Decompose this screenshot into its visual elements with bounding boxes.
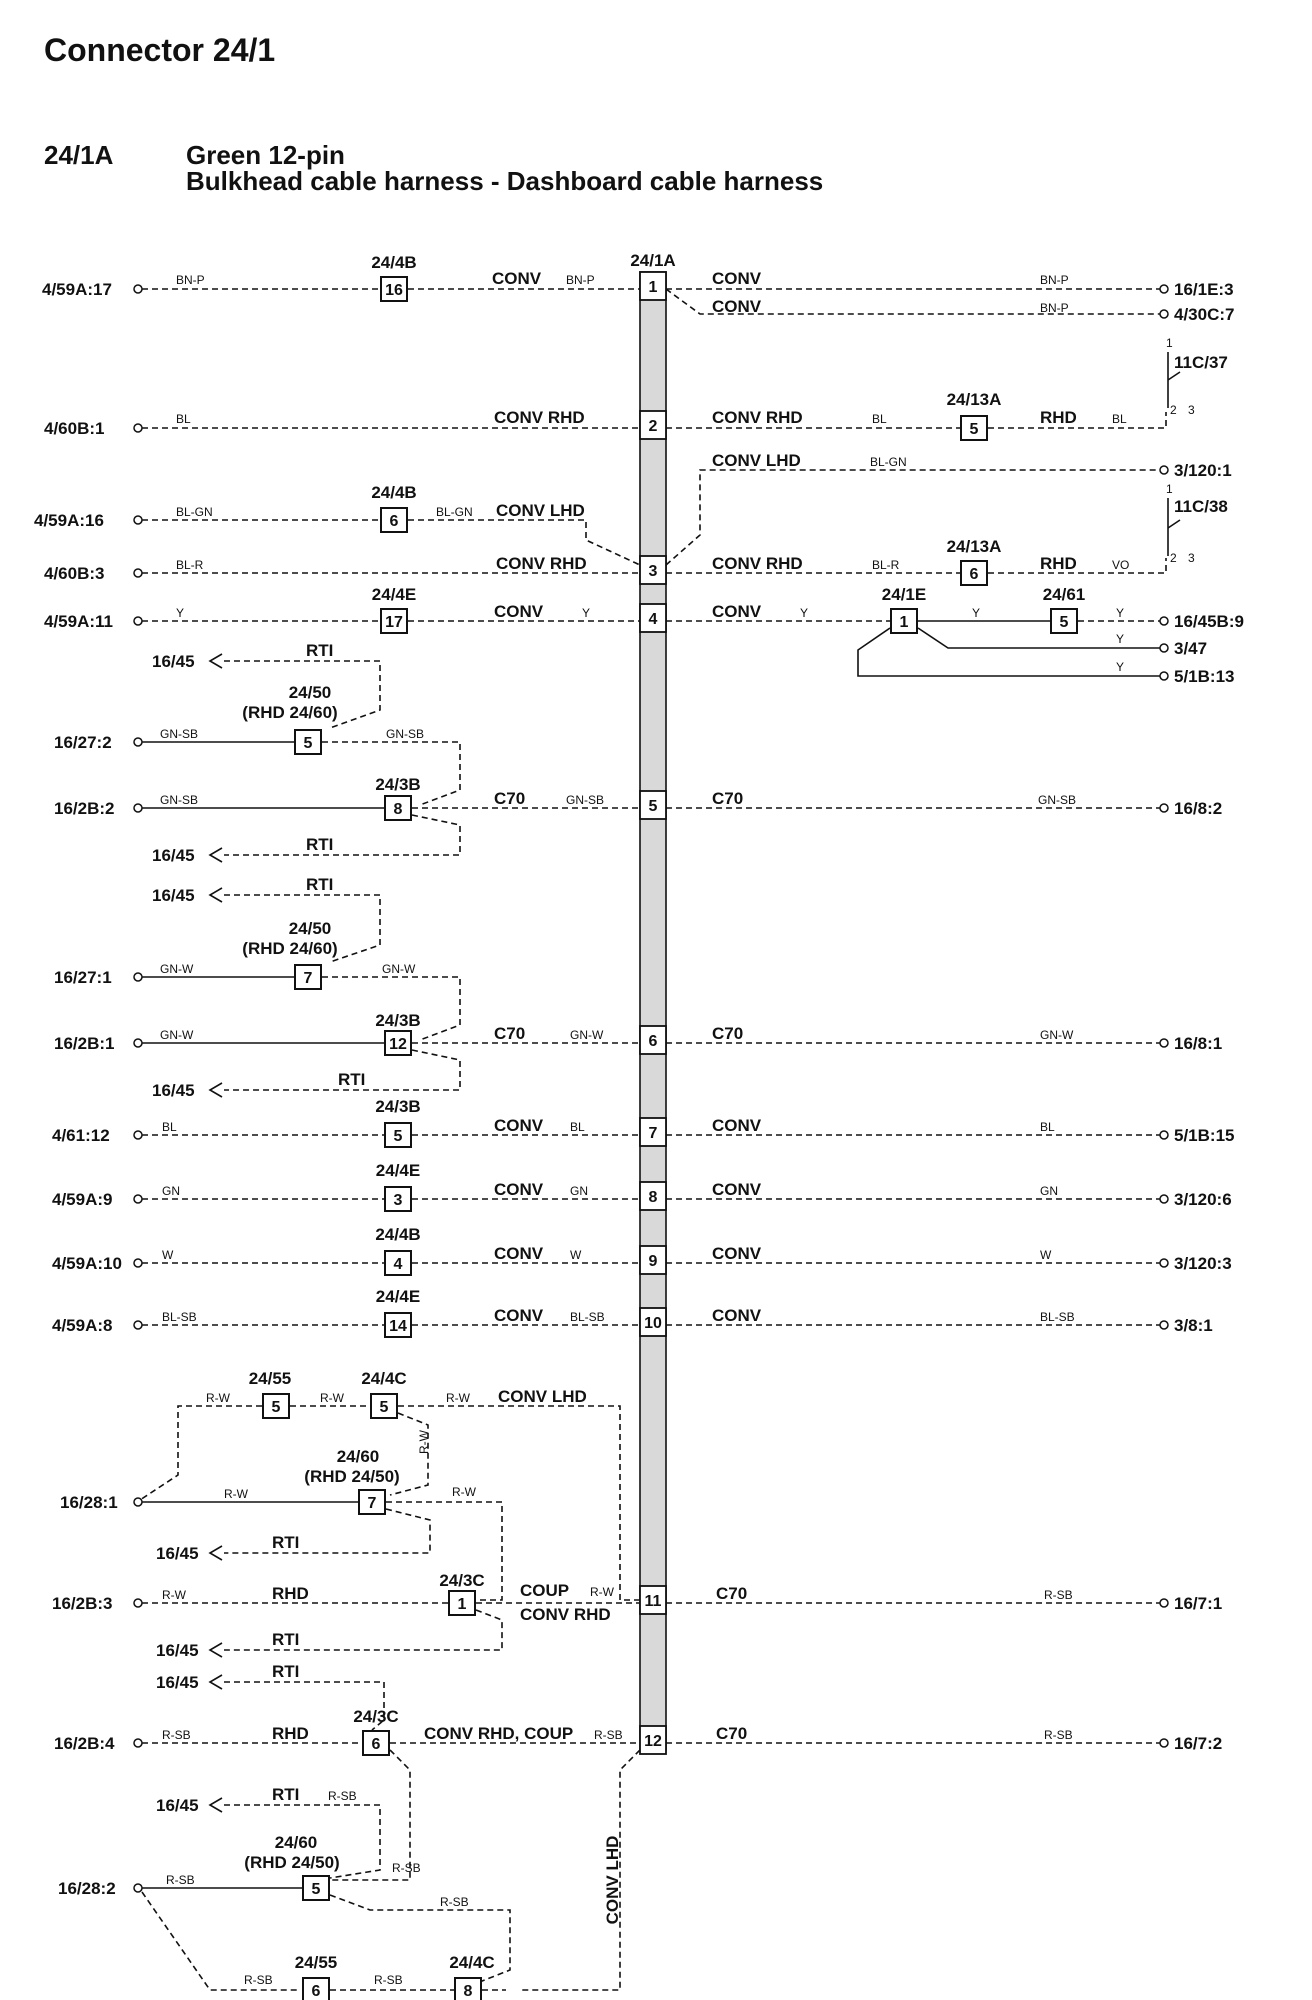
terminal-label: 5/1B:15 (1174, 1126, 1235, 1145)
terminal-label: 4/30C:7 (1174, 305, 1235, 324)
wire-color: GN-SB (566, 793, 605, 807)
section-label: C70 (716, 1584, 748, 1603)
terminal-label: 11C/38 (1174, 497, 1228, 516)
connector-pin-number: 10 (644, 1315, 662, 1332)
section-label: C70 (712, 789, 744, 808)
terminal-label: 16/28:2 (58, 1879, 116, 1898)
terminal-label: 16/1E:3 (1174, 280, 1234, 299)
switch-pin: 3 (1188, 551, 1195, 565)
terminal-dot (134, 1131, 142, 1139)
terminal-label: 4/60B:1 (44, 419, 105, 438)
terminal-dot (134, 1039, 142, 1047)
wire-line (1168, 520, 1180, 528)
wire-color: W (570, 1248, 582, 1262)
wire-color: GN (570, 1184, 588, 1198)
wire-color: R-W (446, 1391, 470, 1405)
wire-color: BL (162, 1120, 177, 1134)
connector-pin-number: 12 (644, 1733, 662, 1750)
terminal-label: 4/59A:11 (44, 612, 113, 631)
component-label: (RHD 24/50) (244, 1853, 340, 1872)
terminal-label: 16/8:1 (1174, 1034, 1223, 1053)
wire-color: R-SB (162, 1728, 191, 1742)
terminal-dot (1160, 1039, 1168, 1047)
component-label: 24/13A (946, 537, 1002, 556)
terminal-dot (134, 1739, 142, 1747)
box-pin-number: 6 (311, 1983, 321, 2000)
terminal-dot (1160, 1131, 1168, 1139)
section-label: CONV (494, 1116, 544, 1135)
section-label: RHD (1040, 408, 1077, 427)
rti-reference: 16/45 (152, 1081, 195, 1100)
wire-line (210, 888, 222, 902)
wire-line-dashed (224, 815, 460, 855)
rti-reference: 16/45 (152, 886, 195, 905)
wire-color: W (162, 1248, 174, 1262)
terminal-dot (134, 424, 142, 432)
terminal-dot (134, 973, 142, 981)
component-label: 24/4B (371, 483, 417, 502)
terminal-label: 16/28:1 (60, 1493, 118, 1512)
terminal-label: 16/2B:1 (54, 1034, 115, 1053)
wire-color: BL-R (176, 558, 204, 572)
wire-color: R-W (452, 1485, 476, 1499)
terminal-dot (1160, 310, 1168, 318)
box-pin-number: 6 (969, 566, 979, 583)
rti-reference: 16/45 (156, 1641, 199, 1660)
component-label: (RHD 24/50) (304, 1467, 400, 1486)
terminal-dot (134, 1321, 142, 1329)
wire-color: GN-SB (160, 793, 199, 807)
component-label: 24/4B (371, 253, 417, 272)
terminal-label: 3/120:3 (1174, 1254, 1232, 1273)
section-label: C70 (494, 789, 526, 808)
box-pin-number: 7 (303, 970, 313, 987)
wire-color: BL-SB (570, 1310, 605, 1324)
wire-color: BL (1040, 1120, 1055, 1134)
wire-color: GN-SB (160, 727, 199, 741)
connector-pin-number: 11 (644, 1593, 662, 1610)
terminal-dot (1160, 466, 1168, 474)
section-label: RHD (1040, 554, 1077, 573)
terminal-label: 5/1B:13 (1174, 667, 1235, 686)
box-pin-number: 7 (367, 1495, 377, 1512)
section-label: RTI (306, 641, 334, 660)
wire-line-dashed (140, 1406, 262, 1500)
wire-color: BL-GN (176, 505, 213, 519)
terminal-dot (1160, 285, 1168, 293)
wire-color: GN-SB (386, 727, 425, 741)
wire-color: GN-SB (1038, 793, 1077, 807)
terminal-dot (1160, 1259, 1168, 1267)
box-pin-number: 5 (311, 1881, 321, 1898)
terminal-dot (1160, 644, 1168, 652)
component-label: (RHD 24/60) (242, 703, 338, 722)
box-pin-number: 16 (385, 282, 403, 299)
connector-pin-number: 3 (648, 563, 658, 580)
terminal-dot (1160, 617, 1168, 625)
rti-reference: 16/45 (156, 1796, 199, 1815)
wire-line-dashed (666, 470, 1160, 565)
component-label: 24/1E (881, 585, 927, 604)
section-label: RTI (338, 1070, 366, 1089)
connector-pin-number: 5 (648, 798, 658, 815)
switch-pin: 1 (1166, 482, 1173, 496)
box-pin-number: 1 (457, 1596, 467, 1613)
wire-color: R-W (320, 1391, 344, 1405)
component-label: 24/55 (294, 1953, 338, 1972)
wire-line (210, 654, 222, 668)
terminal-dot (134, 516, 142, 524)
section-label: RTI (272, 1630, 300, 1649)
component-label: 24/4B (375, 1225, 421, 1244)
wire-color: Y (1116, 660, 1125, 674)
component-label: 24/4C (449, 1953, 495, 1972)
box-pin-number: 5 (271, 1399, 281, 1416)
section-label: RTI (272, 1785, 300, 1804)
connector-pin-number: 9 (648, 1253, 658, 1270)
terminal-dot (134, 1599, 142, 1607)
component-label: 24/55 (248, 1369, 292, 1388)
wire-color: BN-P (176, 273, 205, 287)
rti-reference: 16/45 (156, 1544, 199, 1563)
terminal-dot (134, 738, 142, 746)
wire-color: GN-W (382, 962, 416, 976)
box-pin-number: 5 (303, 735, 313, 752)
component-label: 24/3C (353, 1707, 399, 1726)
connector-code: 24/1A (44, 140, 114, 170)
section-label: CONV (494, 1306, 544, 1325)
connector-label: 24/1A (630, 251, 676, 270)
wire-line-dashed (142, 1892, 300, 1990)
wire-color: BN-P (566, 273, 595, 287)
section-label: CONV RHD (712, 554, 803, 573)
wire-color: R-W (224, 1487, 248, 1501)
connector-pin-number: 7 (648, 1125, 658, 1142)
terminal-dot (134, 1498, 142, 1506)
section-label: RHD (272, 1724, 309, 1743)
terminal-label: 4/59A:8 (52, 1316, 113, 1335)
terminal-dot (1160, 1599, 1168, 1607)
box-pin-number: 1 (899, 614, 909, 631)
wire-color: GN (162, 1184, 180, 1198)
box-pin-number: 4 (393, 1256, 403, 1273)
section-label: COUP (520, 1581, 570, 1600)
terminal-label: 16/2B:2 (54, 799, 115, 818)
section-label: C70 (712, 1024, 744, 1043)
section-label: CONV (492, 269, 542, 288)
terminal-dot (134, 617, 142, 625)
component-label: 24/3B (375, 1097, 421, 1116)
wire-color: Y (1116, 632, 1125, 646)
wire-color: GN (1040, 1184, 1058, 1198)
section-label: RTI (272, 1662, 300, 1681)
wire-color: W (1040, 1248, 1052, 1262)
connector-pin-number: 1 (648, 279, 658, 296)
section-label: C70 (716, 1724, 748, 1743)
section-label: CONV LHD (498, 1387, 587, 1406)
component-label: 24/3B (375, 1011, 421, 1030)
connector-body (640, 272, 666, 1750)
terminal-label: 16/45B:9 (1174, 612, 1244, 631)
rti-reference: 16/45 (152, 652, 195, 671)
box-pin-number: 17 (385, 614, 403, 631)
wire-color: BL (570, 1120, 585, 1134)
component-label: 24/4E (375, 1161, 421, 1180)
connector-pin-number: 2 (648, 418, 658, 435)
terminal-label: 16/7:1 (1174, 1594, 1223, 1613)
section-label: CONV (712, 1180, 762, 1199)
box-pin-number: 5 (1059, 614, 1069, 631)
box-pin-number: 12 (389, 1036, 407, 1053)
box-pin-number: 14 (389, 1318, 407, 1335)
wire-color: R-SB (1044, 1728, 1073, 1742)
wire-color: VO (1112, 558, 1130, 572)
terminal-label: 16/27:2 (54, 733, 112, 752)
wire-color: R-SB (244, 1973, 273, 1987)
terminal-label: 4/60B:3 (44, 564, 105, 583)
section-label: RTI (272, 1533, 300, 1552)
section-label: CONV RHD (496, 554, 587, 573)
wire-line-dashed (398, 1406, 640, 1600)
terminal-label: 16/27:1 (54, 968, 112, 987)
section-label: CONV LHD (712, 451, 801, 470)
section-label: CONV LHD (603, 1835, 622, 1925)
terminal-label: 3/47 (1174, 639, 1208, 658)
connector-pin-number: 8 (648, 1189, 658, 1206)
wire-color: Y (176, 606, 185, 620)
wire-line-dashed (522, 1750, 640, 1990)
wire-color: BL-SB (1040, 1310, 1075, 1324)
section-label: CONV (712, 1116, 762, 1135)
wire-color: Y (800, 606, 809, 620)
section-label: CONV (494, 1244, 544, 1263)
terminal-label: 16/7:2 (1174, 1734, 1223, 1753)
section-label: CONV RHD (494, 408, 585, 427)
terminal-dot (134, 569, 142, 577)
wire-color: R-SB (328, 1789, 357, 1803)
box-pin-number: 5 (379, 1399, 389, 1416)
wire-color: BL-R (872, 558, 900, 572)
wire-color: R-SB (392, 1861, 421, 1875)
wire-line (1168, 372, 1180, 380)
terminal-dot (134, 1884, 142, 1892)
rti-reference: 16/45 (152, 846, 195, 865)
switch-pin: 3 (1188, 403, 1195, 417)
terminal-dot (134, 1195, 142, 1203)
section-label: CONV (712, 269, 762, 288)
wire-line (210, 1083, 222, 1097)
wire-color: R-W (417, 1430, 431, 1454)
component-label: 24/13A (946, 390, 1002, 409)
terminal-label: 4/59A:10 (52, 1254, 122, 1273)
box-pin-number: 8 (393, 801, 403, 818)
wire-color: BL (1112, 412, 1127, 426)
wire-color: GN-W (1040, 1028, 1074, 1042)
component-label: 24/61 (1042, 585, 1086, 604)
terminal-dot (134, 285, 142, 293)
section-label: CONV (494, 1180, 544, 1199)
wire-line (210, 848, 222, 862)
wire-color: BL (872, 412, 887, 426)
wire-color: BL-SB (162, 1310, 197, 1324)
terminal-label: 3/120:6 (1174, 1190, 1232, 1209)
section-label: CONV (712, 1244, 762, 1263)
terminal-label: 4/61:12 (52, 1126, 110, 1145)
component-label: 24/60 (336, 1447, 380, 1466)
component-label: 24/3C (439, 1571, 485, 1590)
connector-pin-number: 6 (648, 1033, 658, 1050)
wire-line-dashed (224, 1509, 430, 1553)
box-pin-number: 5 (393, 1128, 403, 1145)
box-pin-number: 6 (389, 513, 399, 530)
section-label: CONV (712, 297, 762, 316)
terminal-dot (134, 804, 142, 812)
component-label: 24/50 (288, 683, 332, 702)
connector-description: Bulkhead cable harness - Dashboard cable harness (186, 166, 824, 196)
wire-color: BL (176, 412, 191, 426)
wire-color: BN-P (1040, 301, 1069, 315)
wire-color: R-W (590, 1585, 614, 1599)
component-label: 24/4E (371, 585, 417, 604)
rti-reference: 16/45 (156, 1673, 199, 1692)
section-label: RHD (272, 1584, 309, 1603)
component-label: (RHD 24/60) (242, 939, 338, 958)
wire-line-dashed (988, 558, 1166, 573)
box-pin-number: 5 (969, 421, 979, 438)
box-pin-number: 8 (463, 1983, 473, 2000)
terminal-label: 4/59A:17 (42, 280, 112, 299)
component-label: 24/60 (274, 1833, 318, 1852)
component-label: 24/4E (375, 1287, 421, 1306)
wire-color: Y (1116, 606, 1125, 620)
connector-color: Green 12-pin (186, 140, 345, 170)
switch-pin: 2 (1170, 403, 1177, 417)
section-label: CONV LHD (496, 501, 585, 520)
wire-color: BL-GN (870, 455, 907, 469)
terminal-dot (1160, 1321, 1168, 1329)
switch-pin: 2 (1170, 551, 1177, 565)
section-label: RTI (306, 875, 334, 894)
terminal-label: 4/59A:9 (52, 1190, 113, 1209)
section-label: CONV (494, 602, 544, 621)
section-label: CONV (712, 1306, 762, 1325)
wire-line (210, 1675, 222, 1689)
section-label: CONV RHD (712, 408, 803, 427)
terminal-label: 4/59A:16 (34, 511, 104, 530)
terminal-label: 3/120:1 (1174, 461, 1232, 480)
terminal-label: 11C/37 (1174, 353, 1228, 372)
component-label: 24/4C (361, 1369, 407, 1388)
section-label: C70 (494, 1024, 526, 1043)
wire-color: GN-W (160, 962, 194, 976)
wire-color: R-SB (594, 1728, 623, 1742)
page-title: Connector 24/1 (44, 32, 276, 68)
wire-color: BN-P (1040, 273, 1069, 287)
wire-line (210, 1643, 222, 1657)
component-label: 24/50 (288, 919, 332, 938)
wire-color: R-W (162, 1588, 186, 1602)
wire-color: R-SB (440, 1895, 469, 1909)
wire-color: BL-GN (436, 505, 473, 519)
terminal-dot (1160, 1739, 1168, 1747)
component-label: 24/3B (375, 775, 421, 794)
wire-line-dashed (988, 412, 1166, 428)
terminal-dot (1160, 672, 1168, 680)
wire-line (210, 1798, 222, 1812)
terminal-label: 16/2B:3 (52, 1594, 113, 1613)
wire-color: GN-W (160, 1028, 194, 1042)
section-label: CONV (712, 602, 762, 621)
terminal-label: 3/8:1 (1174, 1316, 1213, 1335)
wire-color: R-SB (166, 1873, 195, 1887)
terminal-dot (1160, 1195, 1168, 1203)
wire-color: R-SB (374, 1973, 403, 1987)
wire-color: R-SB (1044, 1588, 1073, 1602)
wire-color: Y (972, 606, 981, 620)
section-label: CONV RHD (520, 1605, 611, 1624)
terminal-dot (1160, 804, 1168, 812)
wire-color: R-W (206, 1391, 230, 1405)
switch-pin: 1 (1166, 336, 1173, 350)
connector-pin-number: 4 (648, 611, 658, 628)
terminal-label: 16/2B:4 (54, 1734, 115, 1753)
section-label: CONV RHD, COUP (424, 1724, 574, 1743)
section-label: RTI (306, 835, 334, 854)
wire-color: GN-W (570, 1028, 604, 1042)
terminal-label: 16/8:2 (1174, 799, 1223, 818)
box-pin-number: 6 (371, 1736, 381, 1753)
terminal-dot (134, 1259, 142, 1267)
wire-line (858, 628, 1160, 676)
box-pin-number: 3 (393, 1192, 403, 1209)
wire-color: Y (582, 606, 591, 620)
wire-line (210, 1546, 222, 1560)
